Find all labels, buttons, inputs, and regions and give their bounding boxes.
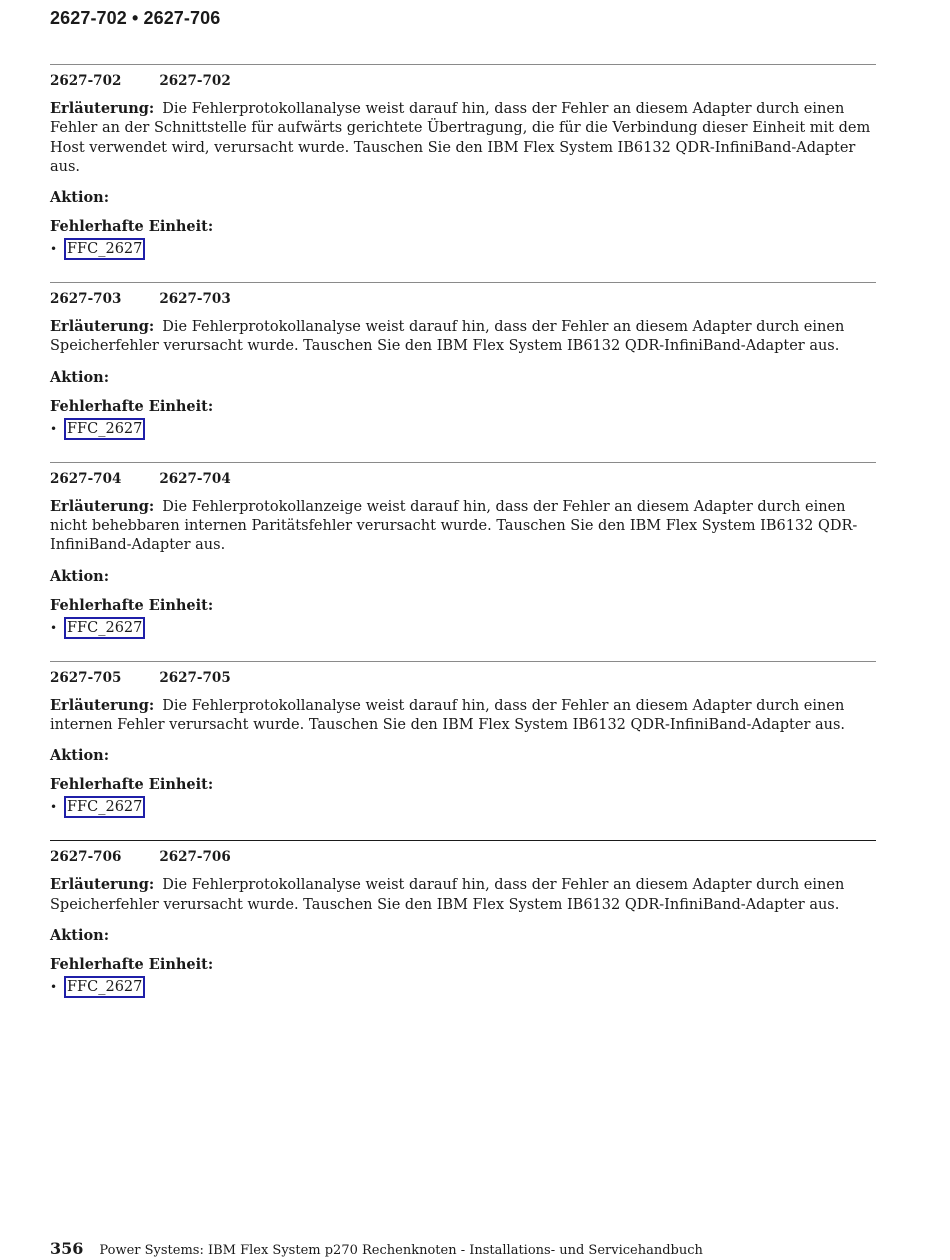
- explanation-paragraph: [50, 99, 876, 177]
- book-title: Power Systems: IBM Flex System p270 Rechenknoten - Installations- und Servicehandbuch: [99, 1243, 703, 1258]
- explanation-text: Die Fehlerprotokollanalyse weist darauf hin, dass der Fehler an diesem Adapter durch einen Speicherfehler verursacht wurde. Tauschen Sie den IBM Flex System IB6132 QDR-InfiniBand-Adapter aus.: [50, 319, 845, 355]
- error-code: 2627-703: [50, 291, 122, 308]
- error-entry-2627-705: [50, 661, 876, 819]
- error-code: 2627-704: [50, 470, 122, 487]
- fru-list-item: [50, 238, 876, 260]
- error-code-repeat: 2627-703: [159, 291, 231, 308]
- explanation-paragraph: [50, 497, 876, 556]
- explanation-text: Die Fehlerprotokollanalyse weist darauf hin, dass der Fehler an diesem Adapter durch einen Speicherfehler verursacht wurde. Tauschen Sie den IBM Flex System IB6132 QDR-InfiniBand-Adapter aus.: [50, 877, 845, 913]
- bullet-icon: •: [50, 421, 58, 436]
- explanation-paragraph: [50, 317, 876, 357]
- explanation-text: Die Fehlerprotokollanalyse weist darauf hin, dass der Fehler an diesem Adapter durch einen Fehler an der Schnittstelle für aufwärts gerichtete Übertragung, die für die Verbindung dieser Einheit mit dem Host verwendet wird, verursacht wurde. Tauschen Sie den IBM Flex System IB6132 QDR-InfiniBand-Adapter aus.: [50, 101, 871, 175]
- error-code: 2627-702: [50, 73, 122, 89]
- explanation-label: Erläuterung:: [50, 876, 155, 894]
- error-entry-2627-703: [50, 282, 876, 440]
- fru-link[interactable]: FFC_2627: [64, 418, 145, 440]
- fru-link[interactable]: FFC_2627: [64, 617, 145, 639]
- action-label: Aktion:: [50, 567, 110, 585]
- explanation-text: Die Fehlerprotokollanzeige weist darauf hin, dass der Fehler an diesem Adapter durch einen nicht behebbaren internen Paritätsfehler verursacht wurde. Tauschen Sie den IBM Flex System IB6132 QDR-InfiniBand-Adapter aus.: [50, 498, 858, 554]
- explanation-label: Erläuterung:: [50, 696, 155, 714]
- entry-heading: [50, 72, 876, 90]
- faulty-unit-label: Fehlerhafte Einheit:: [50, 955, 214, 973]
- error-code-repeat: 2627-702: [159, 73, 231, 89]
- fru-list: [50, 976, 876, 998]
- fru-link[interactable]: FFC_2627: [64, 796, 145, 818]
- error-code: 2627-705: [50, 669, 122, 686]
- fru-link[interactable]: FFC_2627: [64, 976, 145, 998]
- faulty-unit-label: Fehlerhafte Einheit:: [50, 776, 214, 794]
- fru-list-item: [50, 418, 876, 440]
- fru-list: [50, 617, 876, 639]
- error-entry-2627-704: [50, 462, 876, 639]
- explanation-paragraph: [50, 875, 876, 915]
- fru-list-item: [50, 796, 876, 818]
- page-number: 356: [50, 1239, 84, 1258]
- error-code-repeat: 2627-704: [159, 470, 231, 487]
- fru-list: [50, 238, 876, 260]
- error-code: 2627-706: [50, 849, 122, 866]
- action-label: Aktion:: [50, 368, 110, 386]
- error-code-repeat: 2627-705: [159, 669, 231, 686]
- entry-heading: [50, 669, 876, 687]
- entry-heading: [50, 848, 876, 866]
- fru-list-item: [50, 617, 876, 639]
- error-code-list: [50, 64, 876, 998]
- bullet-icon: •: [50, 620, 58, 635]
- fru-list: [50, 796, 876, 818]
- action-label: Aktion:: [50, 747, 110, 765]
- explanation-text: Die Fehlerprotokollanalyse weist darauf hin, dass der Fehler an diesem Adapter durch einen internen Fehler verursacht wurde. Tauschen Sie den IBM Flex System IB6132 QDR-InfiniBand-Adapter aus.: [50, 697, 846, 733]
- explanation-label: Erläuterung:: [50, 318, 155, 336]
- explanation-label: Erläuterung:: [50, 100, 155, 117]
- bullet-icon: •: [50, 800, 58, 815]
- fru-list-item: [50, 976, 876, 998]
- faulty-unit-label: Fehlerhafte Einheit:: [50, 218, 214, 236]
- explanation-paragraph: [50, 696, 876, 736]
- faulty-unit-label: Fehlerhafte Einheit:: [50, 397, 214, 415]
- action-label: Aktion:: [50, 926, 110, 944]
- error-code-repeat: 2627-706: [159, 849, 231, 866]
- error-entry-2627-702: [50, 64, 876, 260]
- page-footer: [50, 1239, 703, 1258]
- action-label: Aktion:: [50, 189, 110, 207]
- explanation-label: Erläuterung:: [50, 497, 155, 515]
- error-entry-2627-706: [50, 840, 876, 998]
- bullet-icon: •: [50, 979, 58, 994]
- page-title: 2627-702 • 2627-706: [50, 8, 221, 28]
- fru-list: [50, 418, 876, 440]
- entry-heading: [50, 290, 876, 308]
- fru-link[interactable]: FFC_2627: [64, 238, 145, 260]
- entry-heading: [50, 470, 876, 488]
- faulty-unit-label: Fehlerhafte Einheit:: [50, 596, 214, 614]
- bullet-icon: •: [50, 242, 58, 257]
